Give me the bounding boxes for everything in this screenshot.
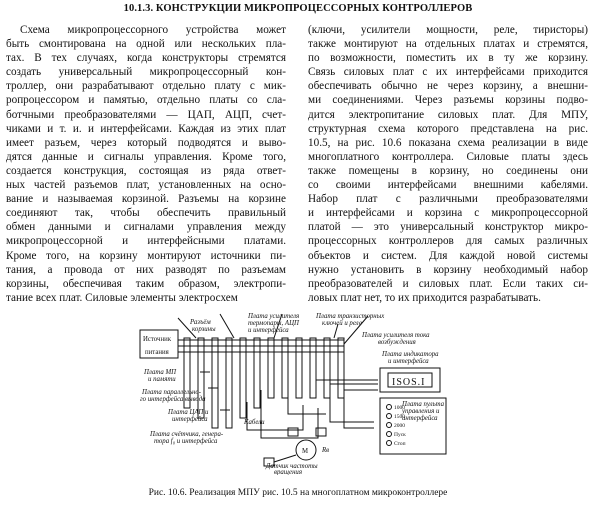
text-line: также помещены в корзину, но соединены они — [308, 164, 588, 177]
label-transistor-1: Плата транзисторных — [316, 313, 385, 320]
text-line: преобразователей и силовых плат. Если таких си- — [308, 277, 588, 290]
left-column — [6, 23, 286, 305]
label-connector-2: корзины — [192, 326, 216, 333]
text-line: имеет разъем, через который подводятся и выво- — [6, 136, 286, 149]
label-parallel-1: Плата параллельно- — [142, 389, 202, 396]
text-line: ропроцессором и памятью, отдельно платы со сла- — [6, 94, 286, 107]
text-line: тах. В тех случаях, когда конструкторы стремятся — [6, 52, 286, 65]
text-line: нужно установить в корзину необходимый набор — [308, 263, 588, 276]
label-panel-3: интерфейса — [402, 415, 438, 422]
text-line: дится электропитание силовых плат. Для МПУ, — [308, 108, 588, 121]
indicator-display-value: ISOS.I — [392, 377, 426, 388]
text-line: ных частей разъемов плат, установленных на осно- — [6, 179, 286, 192]
text-line: быть смонтирована на одной или нескольких пла- — [6, 38, 286, 51]
text-line: Кроме того, на корзину монтируют источники пи- — [6, 249, 286, 262]
text-line: ботчными преобразователями — ЦАП, АЦП, счет- — [6, 108, 286, 121]
text-line: ми соединениями. Через разъемы корзины подво- — [308, 94, 588, 107]
section-heading: 10.1.3. КОНСТРУКЦИИ МИКРОПРОЦЕССОРНЫХ КОНТРОЛЛЕРОВ — [123, 3, 473, 14]
diagram-svg — [138, 310, 458, 475]
label-amp-thermo-2: термопары, АЦП — [248, 320, 299, 327]
text-line: соединяют так, чтобы обеспечить правильный — [6, 207, 286, 220]
label-speed-sensor-1: Датчик частоты — [266, 463, 318, 470]
text-line: Связь силовых плат с их интерфейсами приходится — [308, 66, 588, 79]
label-motor: М — [302, 448, 309, 455]
button-2000: 2000 — [394, 423, 405, 429]
label-transistor-2: ключей и реле — [322, 320, 362, 327]
text-line: Схема микропроцессорного устройства может — [20, 24, 286, 36]
text-line: 10.5, на рис. 10.6 показана схема реализации в виде — [308, 136, 588, 149]
label-power-2: питания — [145, 349, 169, 356]
text-line: объектов и систем. Для каждой новой системы — [308, 249, 588, 262]
label-panel-1: Плата пульта — [402, 401, 445, 408]
figure-caption: Рис. 10.6. Реализация МПУ рис. 10.5 на многоплатном микроконтроллере — [148, 488, 448, 498]
text-line: многоплатного контроллера. Силовые платы здесь — [308, 150, 588, 163]
text-line: чиками и т. и. и интерфейсами. Каждая из этих плат — [6, 122, 286, 135]
button-1000: 1000 — [394, 405, 405, 411]
label-mp-board-2: и памяти — [148, 376, 176, 383]
text-line: создается конструкция, состоящая из ряда ответ- — [6, 164, 286, 177]
text-line: вание и называемая корзиной. Разъемы на корзине — [6, 193, 286, 206]
button-1500: 1500 — [394, 414, 405, 420]
label-connector-1: Разъём — [190, 319, 211, 326]
label-counter-1: Плата счётчика, генера- — [150, 431, 224, 438]
text-line: процессорных контроллеров для самых различных — [308, 235, 588, 248]
label-cables: Кабели — [244, 419, 265, 426]
text-line: дятся данные и сигналы управления. Кроме того, — [6, 150, 286, 163]
label-dac-2: интерфейса — [172, 416, 208, 423]
label-amp-thermo-3: и интерфейса — [248, 327, 289, 334]
label-panel-2: управления и — [402, 408, 440, 415]
label-speed-sensor-2: вращения — [274, 469, 302, 475]
text-line: по возможности, поместить их в ту же корзину. — [308, 52, 588, 65]
label-current-amp-2: возбуждения — [378, 339, 416, 346]
text-line: тание всех плат. Силовые элементы электросхем — [6, 291, 238, 304]
text-line: микропроцессорной и интерфейсными платами. — [6, 235, 286, 248]
label-rb: Rв — [322, 447, 330, 454]
text-line: со своими интерфейсами внешними кабелями. — [308, 179, 588, 192]
label-amp-thermo-1: Плата усилителя — [248, 313, 300, 320]
button-start: Пуск — [394, 432, 406, 438]
button-stop: Стоп — [394, 441, 406, 447]
label-indicator-2: и интерфейса — [388, 358, 429, 365]
text-line: (ключи, усилители мощности, реле, тиристоры) — [308, 24, 588, 36]
text-line: корзины, обеспечивая таким образом, электропи- — [6, 277, 286, 290]
label-indicator-1: Плата индикатора — [382, 351, 439, 358]
label-current-amp-1: Плата усилителя тока — [362, 332, 430, 339]
text-line: Набор плат с различными преобразователями — [308, 193, 588, 206]
text-line: обмен данными и сигналами управления между — [6, 221, 286, 234]
right-column — [308, 23, 588, 305]
text-line: также монтируют на отдельных платах и стремятся, — [308, 38, 588, 51]
label-dac-1: Плата ЦАП и — [168, 409, 209, 416]
figure-block-diagram — [138, 310, 458, 475]
text-line: и интерфейсами и корзина с микропроцессорной — [308, 207, 588, 220]
label-mp-board-1: Плата МП — [144, 369, 177, 376]
text-line: платой — это универсальный конструктор микро- — [308, 221, 588, 234]
text-line: ловых плат нет, то их приходится разрабатывать. — [308, 291, 541, 304]
text-line: троллер, они разрабатывают отдельно плату с мик- — [6, 80, 286, 93]
text-line: создать универсальный микропроцессорный кон- — [6, 66, 286, 79]
text-line: обеспечивать обычно не через корзину, а внешни- — [308, 80, 588, 93]
text-line: тания, а провода от них разводят по разъемам — [6, 263, 286, 276]
label-parallel-2: го интерфейса вывода — [140, 396, 206, 403]
label-power-1: Источник — [143, 336, 172, 343]
text-line: структурная схема которого представлена на рис. — [308, 122, 588, 135]
label-counter-2: тора f₀ и интерфейса — [154, 438, 218, 445]
